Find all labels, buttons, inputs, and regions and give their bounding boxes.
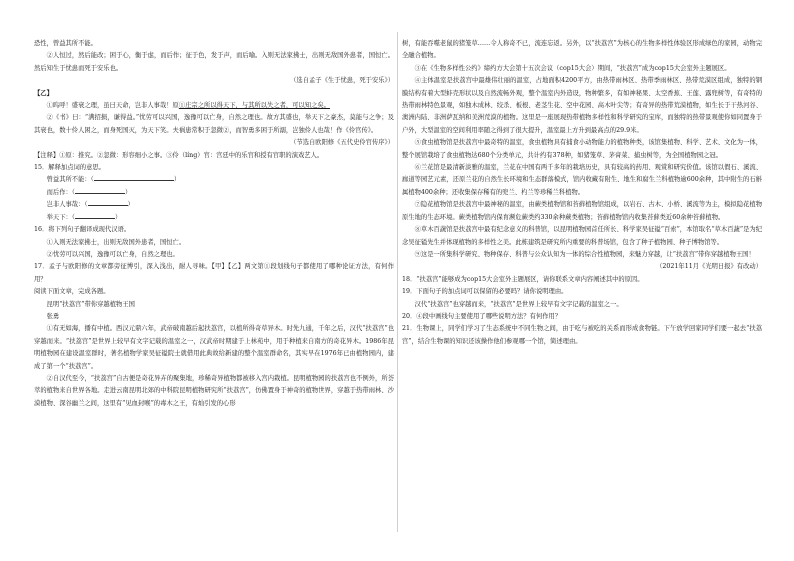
article-para-8: ⑧草木百蔬馆是扶荔宫中最有纪念意义的科普馆，以昆明植物园首任所长、科学家吴征镒“百索”，本馆取名“草木百蔬”是为纪念吴征镒先生并体现植物的多样性之美。此栋建筑是研究所内重要的科普场馆，包含了种子植物园、种子博物馆等。 (402, 226, 762, 246)
answer-blank[interactable] (75, 218, 115, 219)
answer-blank[interactable] (94, 180, 174, 181)
article-title: 昆明“扶荔宫”带你穿越植物王国 (46, 300, 135, 308)
q16-sentence-2: ②忧劳可以兴国，逸豫可以亡身，自然之理也。 (46, 250, 179, 258)
column-divider (397, 32, 398, 532)
annotation-note: 【注释】①原：推究。②忽微：形容细小之事。③伶（líng）官：宫廷中的乐官和授有官职的演戏艺人。 (34, 151, 324, 159)
reading-instruction: 阅读下面文章，完成各题。 (34, 288, 110, 296)
question-16: 16．将下列句子翻译成现代汉语。 (34, 226, 131, 234)
article-para-7: ⑦隐花植物馆是扶荔宫中最神秘的温室，由蕨类植物馆和苔藓植物馆组成，以岩石、古木、小桥、溪流等为主，模拟隐花植物原生地的生态环境。蕨类植物馆内保育濒危蕨类约330余种蕨类植物；苔藓植物馆内收集苔藓类近60余种苔藓植物。 (402, 201, 762, 221)
article-para-1: ①有无如海，播有中植。西汉元鼎六年，武帝破南越后起扶荔宫，以植所得奇草异木。时先九通，千年之后，汉代“扶荔宫”也穿越而来。“扶荔宫”是世界上较早有文字记载的温室之一，汉武帝时期建于上林苑中，用于种植来自南方的奇花异木。1986年昆明植物园在建设温室群时，著名植物学家吴征镒院士就借用此典故给新建的整个温室群命名，其实早在1976年已由植物园内，建成了第一个“扶荔宫”。 (34, 325, 394, 370)
passage-jia-fragment: 恐性，曾益其所不能。 (34, 40, 97, 47)
q15-item: 岂非人事哉：（ ） (46, 201, 134, 209)
passage-jia-source: （选自孟子《生于忧患，死于安乐》） (290, 77, 394, 85)
passage-jia-para-2: ②人恒过，然后能改；困于心，衡于虑，而后作；征于色，发于声，而后喻。入则无法家拂士，出则无敌国外患者，国恒亡。然后知生于忧患而死于安乐也。 (34, 52, 394, 72)
article-source: （2021年11月《光明日报》有改动） (656, 263, 762, 271)
question-15: 15．解释加点词的意思。 (34, 164, 105, 172)
passage-yi-source: （节选自欧阳修《五代史伶官传序》） (290, 139, 394, 147)
answer-blank[interactable] (75, 193, 125, 194)
question-17: 17．孟子与欧阳修的文章都旁征博引，深入浅出，耐人寻味。【甲】【乙】两文第①段划线句子都使用了哪种论证方法，有何作用？ (34, 263, 394, 283)
answer-blank[interactable] (88, 205, 128, 206)
article-para-5: ⑤食虫植物馆是扶荔宫中最奇特的温室，食虫植物具有捕食小动物能力的植物种类，该馆集植物、科学、艺术、文化为一体，整个展馆栽培了食虫植物达680个分类单元，共计约有378种，如猪笼草、茅膏菜、捕虫树等，为全国植物园之冠。 (402, 139, 762, 159)
question-20: 20．④段中画线句主要使用了哪些说明方法？有何作用？ (402, 312, 562, 320)
question-18: 18．“扶荔宫”能够成为cop15大会室外主题展区，请你联系文章内容阐述其中的原因。 (402, 275, 644, 283)
article-para-4: ④主体温室是扶荔宫中最雄伟壮丽的温室，占地面积4200平方，由热带雨林区、热带季雨林区、热带荒漠区组成，独特的钢膜结构有着大型蚌壳形状以及自然流畅外观，整个温室内外造设，物种繁多，有如神秘果、太空香蕉、王莲、露兜树等，有奇特的热带雨林特色景观，如独木成林、绞杀、板根、老茎生花、空中花园、高木叶尖等；有奇异的热带荒漠植物，如生长于干热河谷、澳洲内陆、非洲萨瓦纳和美洲荒漠的植物。这里是一座展现热带植物多样性和科学研究的宝库，而独特的热带景观使你如同置身于户外，大型温室的空间利用率随之得到了很大提升，温室最上方升到最高点的29.9米。 (402, 77, 762, 134)
passage-yi-para-1 (34, 100, 394, 112)
q19-sentence: 汉代“扶荔宫”也穿越而来，“扶荔宫”是世界上较早有文字记载的温室之一。 (414, 300, 623, 308)
question-19: 19．下面句子的加点词可以保留的必要吗？请你说明理由。 (402, 288, 568, 296)
q16-sentence-1: ①入则无法家拂士，出则无敌国外患者，国恒亡。 (46, 238, 186, 246)
left-column (34, 38, 394, 410)
article-author: 张勇 (46, 312, 60, 320)
underlined-sentence: ①庄宗之所以得天下，与其所以失之者，可以知之矣。 (178, 102, 330, 110)
passage-yi-para-1-text: ①呜呼！盛衰之理，虽曰天命，岂非人事哉！原 (46, 102, 179, 110)
right-column (402, 38, 762, 348)
q15-item: 举天下：（ ） (46, 213, 122, 221)
article-para-2-cont: 树，有能吞噬老鼠的猪笼草……令人称奇不已，流连忘返。另外，以“扶荔宫”为核心的生物多样性体验区形成绿色的家园，动物完全融合植物。 (402, 40, 762, 60)
passage-yi-heading: 【乙】 (34, 89, 53, 97)
article-para-2: ②自汉代至今，“扶荔宫”自古便是奇花异卉的聚集地，珍稀奇异植物都被移入宫内栽植。昆明植物园的扶荔宫也不例外，所荟萃的植物来自世界各地。走进云南昆明北郊的中科院昆明植物研究所“扶荔宫”，仿佛置身于神奇的植物世界，穿越于热带雨林、沙漠植物、深谷幽兰之间，这里有“见血封喉”的毒木之王，有灿引发的心形 (34, 374, 394, 407)
article-para-3: ③在《生物多样性公约》缔约方大会第十五次会议（cop15大会）期间，“扶荔宫”成为cop15大会室外主题展区。 (414, 64, 731, 72)
q15-item: 曾益其所不能：（ ） (46, 176, 181, 184)
q15-item: 而后作：（ ） (46, 188, 132, 196)
passage-yi-para-2: ②《书》曰：“满招损，谦得益。”忧劳可以兴国，逸豫可以亡身，自然之理也。故方其盛也，举天下之豪杰，莫能与之争；及其衰也，数十伶人困之，而身死国灭，为天下笑。夫祸患常积于忽微②，而智勇多困于所溺，岂独伶人也哉！作《伶官传》。 (34, 114, 394, 134)
article-para-9: ⑨这是一所集科学研究、物种保存、科普与公众认知为一体的综合性植物园，来魅力穿越，让“扶荔宫”带你穿越植物王国！ (414, 250, 755, 258)
article-para-6: ⑥兰花馆是最清新淡雅的温室，兰花在中国有两千多年的栽培历史，具有较高的药用、观赏和研究价值。该馆以假石、溪流、廊道等园艺元素，还原兰花的自然生长环境和生态群落模式，馆内收藏有附生、地生和腐生兰科植物逾600余种，其中附生的石斛属植物400余种；还收集保存稀有的兜兰、杓兰等珍稀兰科植物。 (402, 164, 762, 196)
question-21: 21．生物课上，同学们学习了生态系统中不同生物之间，由于吃与被吃的关系而形成食物链。下午放学回家同学们要一起去“扶荔宫”，结合生物课的知识还该操作他们参观哪一个馆，简述理由。 (402, 325, 762, 345)
